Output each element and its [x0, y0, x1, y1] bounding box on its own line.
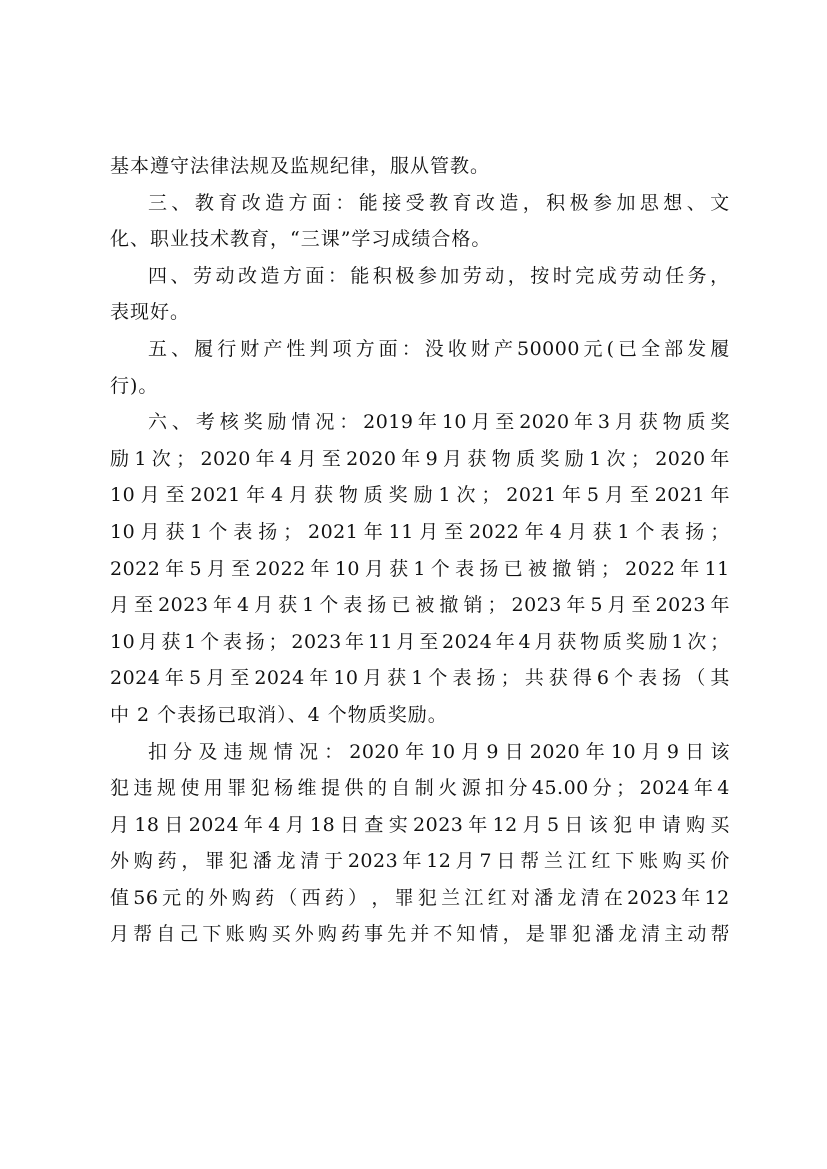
text-line: 扣 分 及 违 规 情 况 ： 2020 年 10 月 9 日 2020 年 10 月 9 日 该 [148, 740, 730, 763]
text-line: 10 月 获 1 个 表 扬 ； 2023 年 11 月 至 2024 年 4 月 获 物 质 奖 励 1 次 ； [110, 630, 730, 653]
text-line: 2024 年 5 月 至 2024 年 10 月 获 1 个 表 扬 ； 共 获 得 6 个 表 扬 （ 其 [110, 667, 730, 690]
text-line: 犯 违 规 使 用 罪 犯 杨 维 提 供 的 自 制 火 源 扣 分 45.00 分 ； 2024 年 4 [110, 777, 730, 800]
text-line: 10 月 获 1 个 表 扬 ； 2021 年 11 月 至 2022 年 4 月 获 1 个 表 扬 ； [110, 520, 730, 543]
text-line: 月 18 日 2024 年 4 月 18 日 查 实 2023 年 12 月 5 日 该 犯 申 请 购 买 [110, 813, 730, 836]
text-line: 六 、 考 核 奖 励 情 况 ： 2019 年 10 月 至 2020 年 3 月 获 物 质 奖 [148, 411, 730, 434]
text-line: 行)。 [110, 374, 159, 397]
text-line: 表现好。 [110, 301, 191, 324]
text-line: 值 56 元 的 外 购 药 （ 西 药 ） ， 罪 犯 兰 江 红 对 潘 龙 清 在 2023 年 12 [110, 886, 730, 909]
text-line: 励 1 次 ； 2020 年 4 月 至 2020 年 9 月 获 物 质 奖 励 1 次 ； 2020 年 [110, 447, 730, 470]
text-line: 月 至 2023 年 4 月 获 1 个 表 扬 已 被 撤 销 ； 2023 年 5 月 至 2023 年 [110, 594, 730, 617]
text-line: 基本遵守法律法规及监规纪律，服从管教。 [110, 155, 491, 177]
text-line: 三 、 教 育 改 造 方 面 ： 能 接 受 教 育 改 造 ， 积 极 参 加 思 想 、 文 [148, 191, 730, 214]
text-line: 月 帮 自 己 下 账 购 买 外 购 药 事 先 并 不 知 情 ， 是 罪 犯 潘 龙 清 主 动 帮 [110, 923, 730, 946]
text-line: 2022 年 5 月 至 2022 年 10 月 获 1 个 表 扬 已 被 撤 销 ； 2022 年 11 [110, 557, 730, 580]
text-line: 10 月 至 2021 年 4 月 获 物 质 奖 励 1 次 ； 2021 年 5 月 至 2021 年 [110, 484, 730, 507]
text-line: 四 、 劳 动 改 造 方 面 ： 能 积 极 参 加 劳 动 ， 按 时 完 成 劳 动 任 务 ， [148, 264, 730, 287]
document-body [110, 148, 730, 953]
text-line: 化、职业技术教育，“三课”学习成绩合格。 [110, 228, 492, 251]
text-line: 五 、 履 行 财 产 性 判 项 方 面 ： 没 收 财 产 50000 元 ( 已 全 部 发 履 [148, 337, 730, 360]
text-line: 中 2 个表扬已取消）、4 个物质奖励。 [110, 703, 448, 726]
text-line: 外 购 药 ， 罪 犯 潘 龙 清 于 2023 年 12 月 7 日 帮 兰 江 红 下 账 购 买 价 [110, 850, 730, 873]
